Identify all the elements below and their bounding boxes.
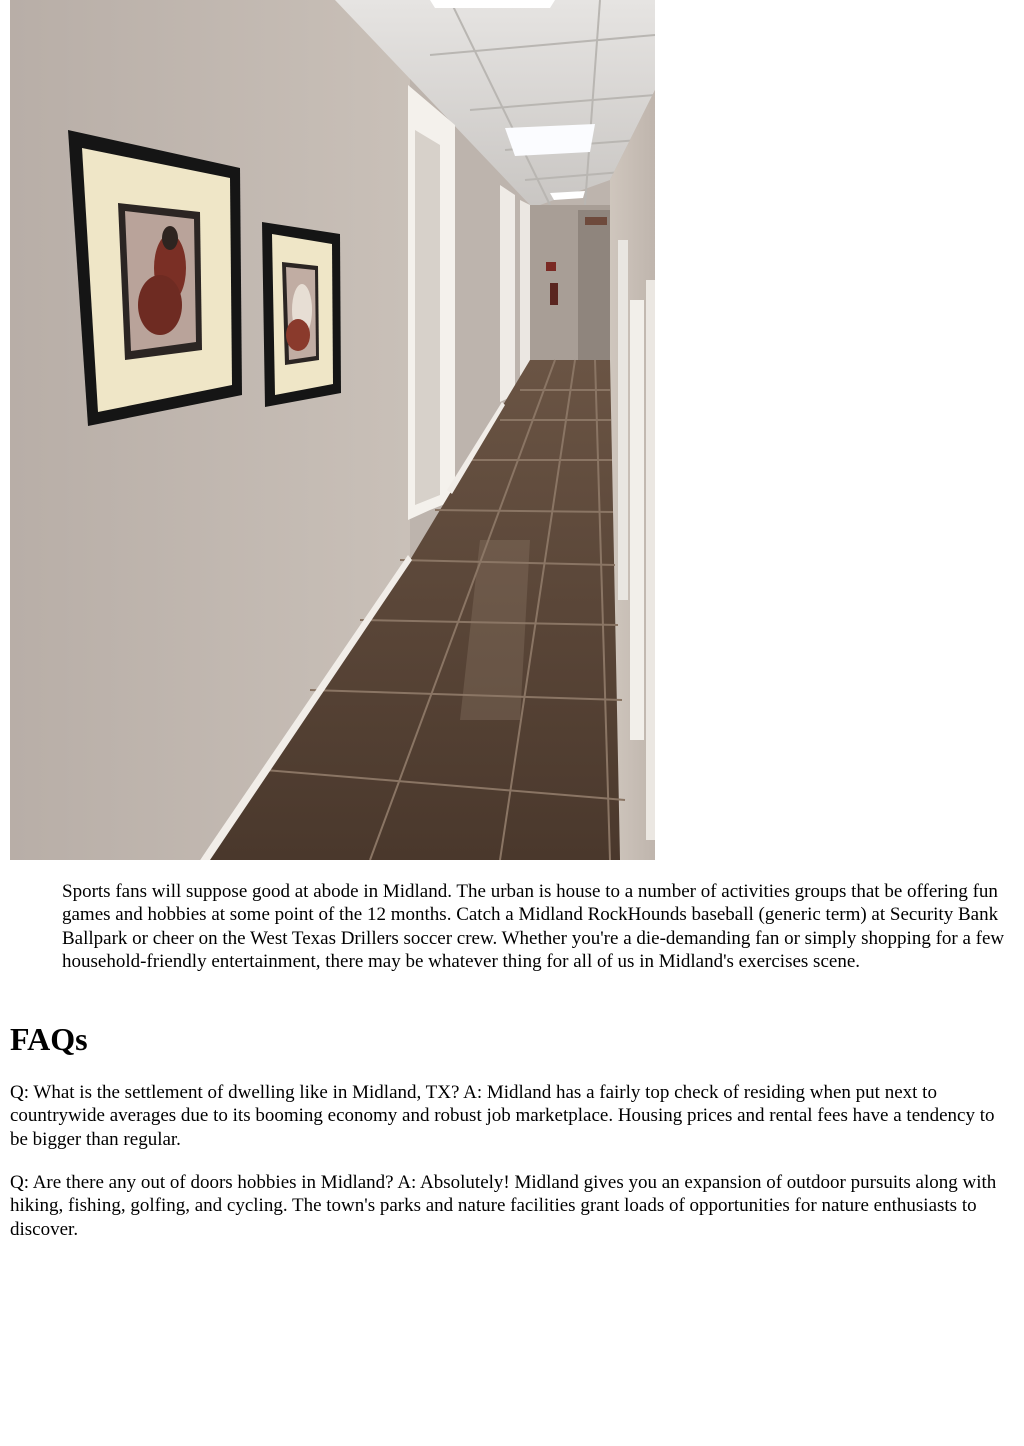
hallway-photo [10, 0, 655, 860]
faq-heading: FAQs [10, 1021, 88, 1057]
faq-item: Q: Are there any out of doors hobbies in Midland? A: Absolutely! Midland gives you an expansion of outdoor pursuits along with hiking, fishing, golfing, and cycling. The town's parks and nature facilities grant loads of opportunities for nature enthusiasts to discover. [10, 1172, 997, 1240]
faq-item: Q: What is the settlement of dwelling like in Midland, TX? A: Midland has a fairly top check of residing when put next to countrywide averages due to its booming economy and robust job marketplace. Housing prices and rental fees have a tendency to be bigger than regular. [10, 1082, 995, 1150]
hallway-photo-illustration [10, 0, 655, 860]
intro-paragraph: Sports fans will suppose good at abode in Midland. The urban is house to a number of activities groups that be offering fun games and hobbies at some point of the 12 months. Catch a Midland RockHounds baseball (generic term) at Security Bank Ballpark or cheer on the West Texas Drillers soccer crew. Whether you're a die-demanding fan or simply shopping for a few household-friendly entertainment, there may be whatever thing for all of us in Midland's exercises scene. [62, 881, 1005, 972]
